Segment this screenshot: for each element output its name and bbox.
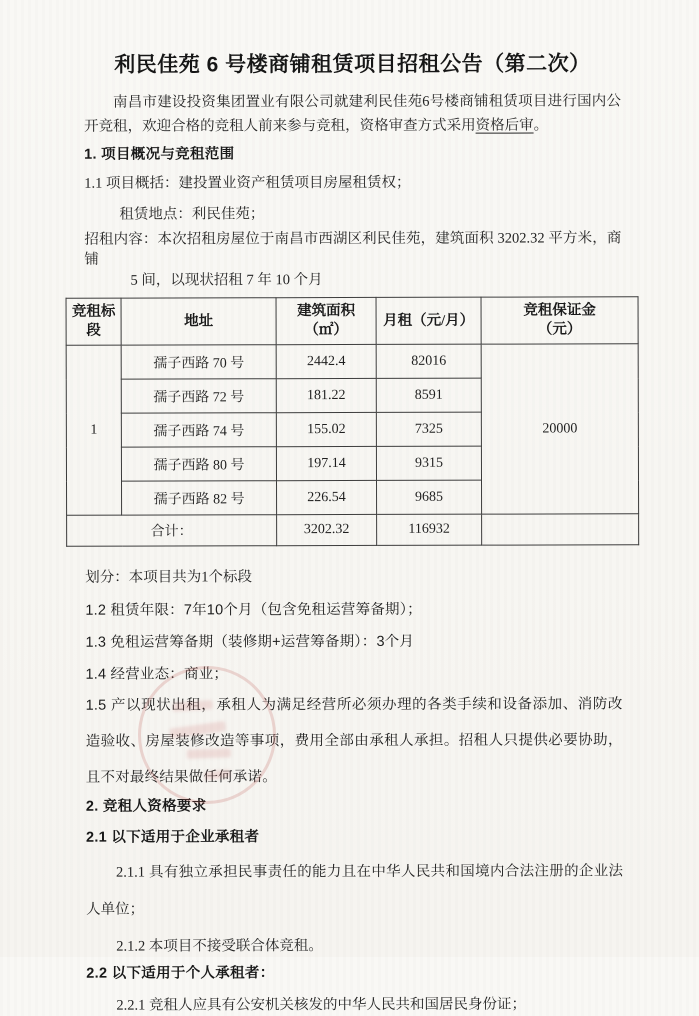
item-2-2: 2.2 以下适用于个人承租者： — [86, 965, 275, 982]
item-1-1: 1.1 项目概括：建投置业资产租赁项目房屋租赁权； — [84, 174, 411, 192]
intro-paragraph — [84, 89, 621, 138]
item-2-1-2: 2.1.2 本项目不接受联合体竞租。 — [116, 938, 323, 955]
rental-location: 租赁地点：利民佳苑； — [119, 206, 265, 223]
rental-content-line2: 5 间，以现状招租 7 年 10 个月 — [130, 272, 323, 289]
item-2-2-1: 2.2.1 竞租人应具有公安机关核发的中华人民共和国居民身份证； — [116, 996, 527, 1014]
header-deposit-line2: （元） — [537, 321, 582, 338]
area-cell: 2442.4 — [276, 344, 376, 378]
table-row — [66, 344, 638, 379]
header-deposit-line1: 竞租保证金 — [523, 302, 596, 319]
header-deposit — [481, 297, 638, 344]
address-cell: 孺子西路 74 号 — [121, 413, 276, 447]
total-deposit-cell — [482, 514, 639, 545]
rent-cell: 7325 — [376, 412, 481, 446]
header-lot: 竞租标段 — [66, 298, 121, 345]
item-division: 划分：本项目共为1个标段 — [85, 569, 253, 586]
table-total-row — [67, 514, 639, 546]
page-title: 利民佳苑 6 号楼商铺租赁项目招租公告（第二次） — [114, 52, 591, 77]
item-2-1-1: 2.1.1 具有独立承担民事责任的能力且在中华人民共和国境内合法注册的企业法人单位； — [86, 863, 624, 918]
rent-cell: 8591 — [376, 378, 481, 412]
address-cell: 孺子西路 70 号 — [121, 345, 276, 379]
header-rent: 月租（元/月） — [376, 297, 481, 344]
area-cell: 226.54 — [277, 480, 377, 514]
item-1-5: 1.5 产以现状出租，承租人为满足经营所必须办理的各类手续和设备添加、消防改造验收、房屋装修改造等事项，费用全部由承租人承担。招租人只提供必要协助，且不对最终结果做任何承诺。 — [85, 696, 623, 786]
header-address: 地址 — [121, 298, 276, 345]
total-label-cell: 合计： — [67, 515, 277, 547]
item-1-2: 1.2 租赁年限：7年10个月（包含免租运营筹备期）； — [85, 601, 422, 619]
rental-lots-table — [66, 296, 640, 546]
rent-cell: 9315 — [376, 446, 481, 480]
table-header-row — [66, 297, 638, 345]
address-cell: 孺子西路 72 号 — [121, 379, 276, 413]
intro-underlined-text: 资格后审 — [475, 117, 534, 134]
rental-content-line1: 招租内容：本次招租房屋位于南昌市西湖区利民佳苑，建筑面积 3202.32 平方米，商铺 — [84, 230, 622, 268]
item-1-3: 1.3 免租运营筹备期（装修期+运营筹备期）：3个月 — [85, 633, 415, 651]
rent-cell: 9685 — [377, 480, 482, 514]
lot-number-cell: 1 — [66, 345, 121, 515]
address-cell: 孺子西路 82 号 — [122, 481, 277, 515]
section-2-heading: 2. 竞租人资格要求 — [85, 798, 207, 815]
area-cell: 181.22 — [276, 378, 376, 412]
area-cell: 155.02 — [276, 412, 376, 446]
total-rent-cell: 116932 — [377, 514, 482, 545]
item-2-1: 2.1 以下适用于企业承租者 — [85, 829, 260, 846]
area-cell: 197.14 — [276, 446, 376, 480]
section-1-heading: 1. 项目概况与竞租范围 — [84, 146, 235, 163]
item-1-4: 1.4 经营业态：商业； — [85, 666, 229, 683]
intro-text-before: 南昌市建设投资集团置业有限公司就建利民佳苑6号楼商铺租赁项目进行国内公开竞租，欢迎合格的竞租人前来参与竞租，资格审查方式采用 — [84, 93, 622, 135]
address-cell: 孺子西路 80 号 — [121, 447, 276, 481]
rent-cell: 82016 — [376, 344, 481, 378]
intro-text-after: 。 — [533, 117, 549, 134]
total-area-cell: 3202.32 — [277, 514, 377, 545]
header-area: 建筑面积（㎡） — [276, 297, 376, 344]
deposit-cell: 20000 — [481, 344, 638, 514]
